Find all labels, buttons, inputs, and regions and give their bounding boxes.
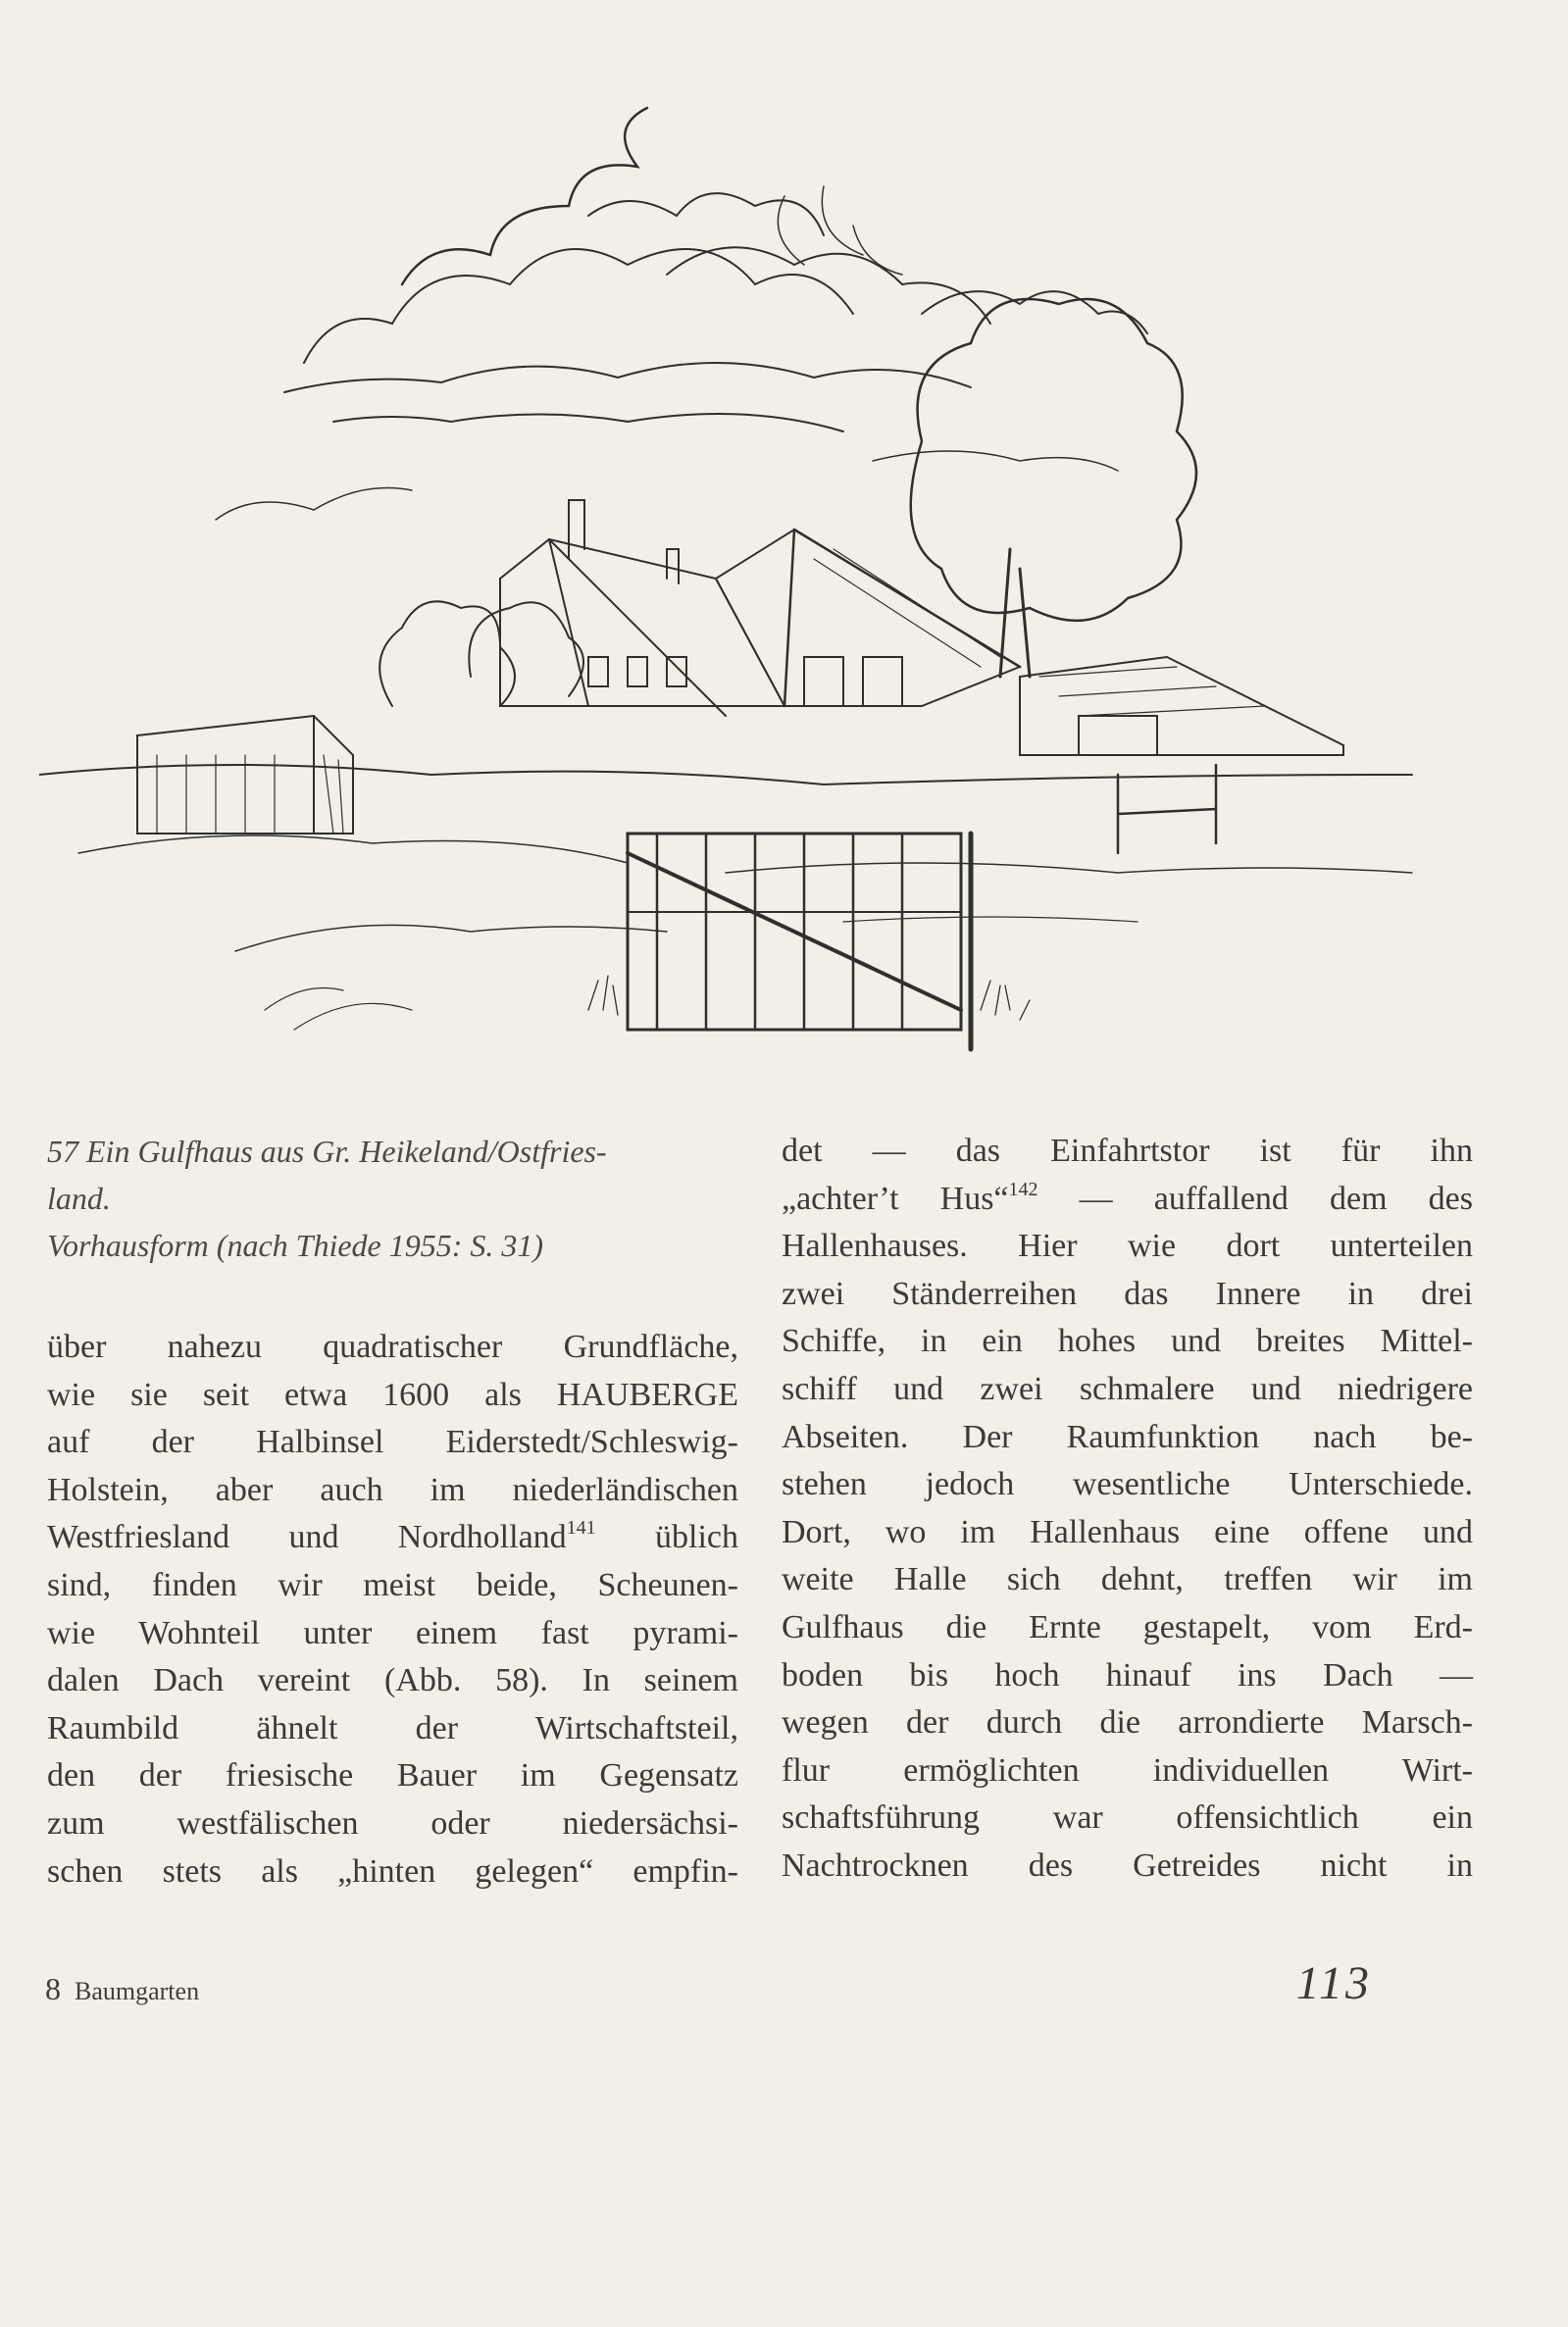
footnote-ref: 141 [566, 1517, 596, 1540]
text-line: schaftsführung war offensichtlich ein [782, 1799, 1473, 1837]
caption-line: land. [47, 1181, 111, 1216]
text-fragment: „achter’t Hus“ [782, 1180, 1009, 1217]
printer-signature [45, 1971, 199, 2007]
text-fragment: — auffallend dem des [1037, 1180, 1473, 1217]
text-line: schiff und zwei schmalere und niedrigere [782, 1370, 1473, 1407]
left-column-text [47, 1324, 738, 1896]
page-number: 113 [1295, 1957, 1372, 2009]
text-line: stehen jedoch wesentliche Unterschiede. [782, 1466, 1473, 1503]
caption-line: 57 Ein Gulfhaus aus Gr. Heikeland/Ostfries- [47, 1134, 607, 1169]
text-line: sind, finden wir meist beide, Scheunen- [47, 1566, 738, 1603]
text-line: zwei Ständerreihen das Innere in drei [782, 1275, 1473, 1312]
text-line: zum westfälischen oder niedersächsi- [47, 1804, 738, 1842]
caption-line: Vorhausform (nach Thiede 1955: S. 31) [47, 1228, 544, 1263]
farmhouse-illustration [39, 69, 1461, 1059]
text-line [47, 1514, 738, 1562]
text-line: schen stets als „hinten gelegen“ empfin- [47, 1852, 738, 1890]
text-line: Hallenhauses. Hier wie dort unterteilen [782, 1228, 1473, 1265]
text-line [782, 1176, 1473, 1224]
text-fragment: üblich [595, 1519, 738, 1556]
text-line: det — das Einfahrtstor ist für ihn [782, 1133, 1473, 1169]
text-line: Dort, wo im Hallenhaus eine offene und [782, 1513, 1473, 1550]
text-line: wegen der durch die arrondierte Marsch- [782, 1704, 1473, 1742]
text-line: Nachtrocknen des Getreides nicht in [782, 1846, 1473, 1884]
footnote-ref: 142 [1008, 1178, 1038, 1200]
text-line: Raumbild ähnelt der Wirtschaftsteil, [47, 1709, 738, 1746]
text-line: dalen Dach vereint (Abb. 58). In seinem [47, 1662, 738, 1699]
text-line: Abseiten. Der Raumfunktion nach be- [782, 1418, 1473, 1455]
signature-number: 8 [45, 1971, 61, 2006]
text-line: Holstein, aber auch im niederländischen [47, 1471, 738, 1508]
text-line: über nahezu quadratischer Grundfläche, [47, 1329, 738, 1365]
text-line: weite Halle sich dehnt, treffen wir im [782, 1561, 1473, 1598]
farmhouse-drawing-icon [39, 69, 1461, 1059]
text-line: den der friesische Bauer im Gegensatz [47, 1757, 738, 1795]
signature-name: Baumgarten [75, 1977, 200, 2005]
text-fragment: Westfriesland und Nordholland [47, 1519, 567, 1556]
text-line: flur ermöglichten individuellen Wirt- [782, 1751, 1473, 1789]
right-column-text [782, 1128, 1473, 1891]
text-line: boden bis hoch hinauf ins Dach — [782, 1656, 1473, 1694]
text-line: Schiffe, in ein hohes und breites Mittel- [782, 1323, 1473, 1360]
text-line: auf der Halbinsel Eiderstedt/Schleswig- [47, 1424, 738, 1461]
text-line: wie sie seit etwa 1600 als HAUBERGE [47, 1376, 738, 1413]
figure-caption [47, 1128, 733, 1269]
text-line: wie Wohnteil unter einem fast pyrami- [47, 1614, 738, 1651]
text-line: Gulfhaus die Ernte gestapelt, vom Erd- [782, 1608, 1473, 1645]
